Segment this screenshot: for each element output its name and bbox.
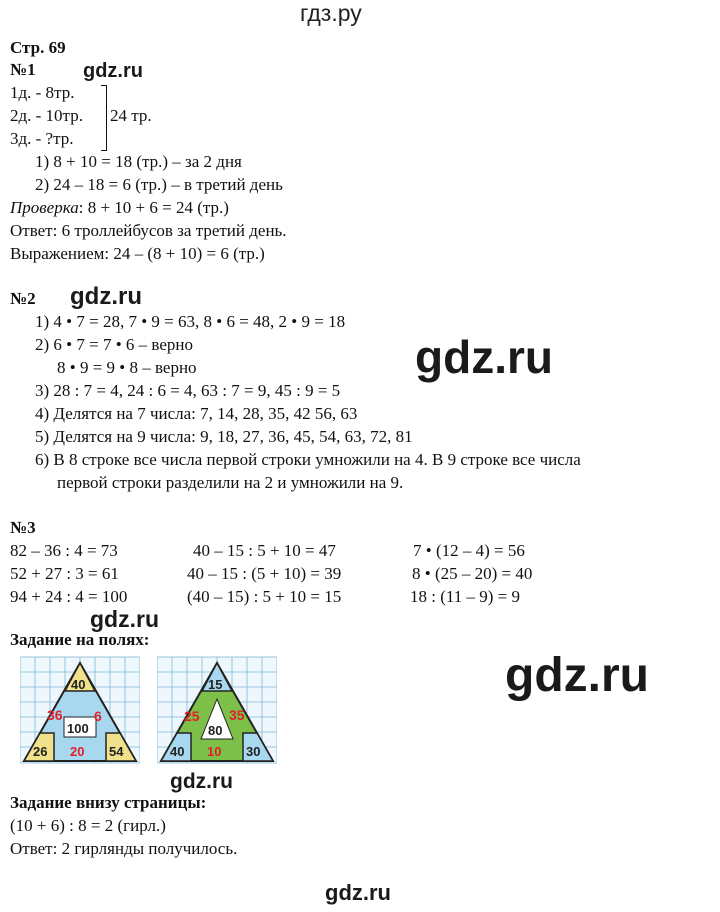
top-value: 15 bbox=[208, 677, 223, 692]
task1-brace bbox=[101, 85, 107, 151]
bottom-right-value: 54 bbox=[109, 744, 124, 759]
task2-line-7: 6) В 8 строке все числа первой строки умножили на 4. В 9 строке все числа bbox=[35, 450, 581, 469]
number-triangle-1 bbox=[20, 655, 140, 765]
bottom-left-value: 40 bbox=[170, 744, 185, 759]
task2-line-3: 8 • 9 = 9 • 8 – верно bbox=[57, 358, 197, 377]
task3-col2-row3: (40 – 15) : 5 + 10 = 15 bbox=[187, 587, 342, 606]
center-value: 100 bbox=[67, 721, 89, 736]
task3-col2-row2: 40 – 15 : (5 + 10) = 39 bbox=[187, 564, 342, 583]
bottom-task-title: Задание внизу страницы: bbox=[10, 793, 207, 812]
task2-line-5: 4) Делятся на 7 числа: 7, 14, 28, 35, 42 56, 63 bbox=[35, 404, 358, 423]
task2-line-8: первой строки разделили на 2 и умножили на 9. bbox=[57, 473, 404, 492]
center-value: 80 bbox=[208, 723, 223, 738]
task2-line-1: 1) 4 • 7 = 28, 7 • 9 = 63, 8 • 6 = 48, 2 • 9 = 18 bbox=[35, 312, 346, 331]
watermark: gdz.ru bbox=[70, 283, 142, 310]
bottom-right-value: 30 bbox=[246, 744, 261, 759]
watermark: gdz.ru bbox=[415, 331, 553, 383]
task3-col3-row1: 7 • (12 – 4) = 56 bbox=[413, 541, 525, 560]
task1-given-3: 3д. - ?тр. bbox=[10, 129, 74, 148]
task1-answer: Ответ: 6 троллейбусов за третий день. bbox=[10, 221, 287, 240]
bottom-left-value: 26 bbox=[33, 744, 48, 759]
task1-total: 24 тр. bbox=[110, 106, 152, 125]
task2-line-2: 2) 6 • 7 = 7 • 6 – верно bbox=[35, 335, 193, 354]
margin-task-title: Задание на полях: bbox=[10, 630, 150, 649]
watermark: gdz.ru bbox=[325, 880, 391, 905]
top-value: 40 bbox=[71, 677, 86, 692]
task2-line-4: 3) 28 : 7 = 4, 24 : 6 = 4, 63 : 7 = 9, 45 : 9 = 5 bbox=[35, 381, 341, 400]
task3-col1-row1: 82 – 36 : 4 = 73 bbox=[10, 541, 118, 560]
bottom-mid-value: 20 bbox=[70, 744, 85, 759]
left-value: 36 bbox=[47, 707, 63, 723]
task1-check-label: Проверка bbox=[10, 198, 79, 217]
right-value: 35 bbox=[229, 707, 245, 723]
task3-col2-row1: 40 – 15 : 5 + 10 = 47 bbox=[193, 541, 336, 560]
bottom-task-answer: Ответ: 2 гирлянды получилось. bbox=[10, 839, 238, 858]
task2-number: №2 bbox=[10, 289, 36, 308]
task1-given-1: 1д. - 8тр. bbox=[10, 83, 75, 102]
watermark: gdz.ru bbox=[90, 606, 159, 632]
task3-col1-row2: 52 + 27 : 3 = 61 bbox=[10, 564, 119, 583]
task1-expression: Выражением: 24 – (8 + 10) = 6 (тр.) bbox=[10, 244, 265, 263]
bottom-mid-value: 10 bbox=[207, 744, 222, 759]
task3-col3-row2: 8 • (25 – 20) = 40 bbox=[412, 564, 533, 583]
task1-check-text: : 8 + 10 + 6 = 24 (тр.) bbox=[78, 198, 229, 217]
page-label: Стр. 69 bbox=[10, 38, 66, 57]
watermark: gdz.ru bbox=[170, 770, 233, 793]
left-value: 25 bbox=[184, 708, 200, 724]
task1-number: №1 bbox=[10, 60, 36, 79]
number-triangle-2 bbox=[157, 655, 277, 765]
watermark: gdz.ru bbox=[505, 649, 649, 702]
task3-col1-row3: 94 + 24 : 4 = 100 bbox=[10, 587, 128, 606]
task3-col3-row3: 18 : (11 – 9) = 9 bbox=[410, 587, 521, 606]
bottom-task-solution: (10 + 6) : 8 = 2 (гирл.) bbox=[10, 816, 166, 835]
task1-check bbox=[10, 198, 229, 218]
site-header: гдз.ру bbox=[300, 0, 362, 26]
task1-given-2: 2д. - 10тр. bbox=[10, 106, 83, 125]
task1-step-2: 2) 24 – 18 = 6 (тр.) – в третий день bbox=[35, 175, 283, 194]
watermark: gdz.ru bbox=[83, 60, 143, 82]
task1-step-1: 1) 8 + 10 = 18 (тр.) – за 2 дня bbox=[35, 152, 242, 171]
right-value: 6 bbox=[94, 708, 102, 724]
task2-line-6: 5) Делятся на 9 числа: 9, 18, 27, 36, 45, 54, 63, 72, 81 bbox=[35, 427, 413, 446]
task3-number: №3 bbox=[10, 518, 36, 537]
